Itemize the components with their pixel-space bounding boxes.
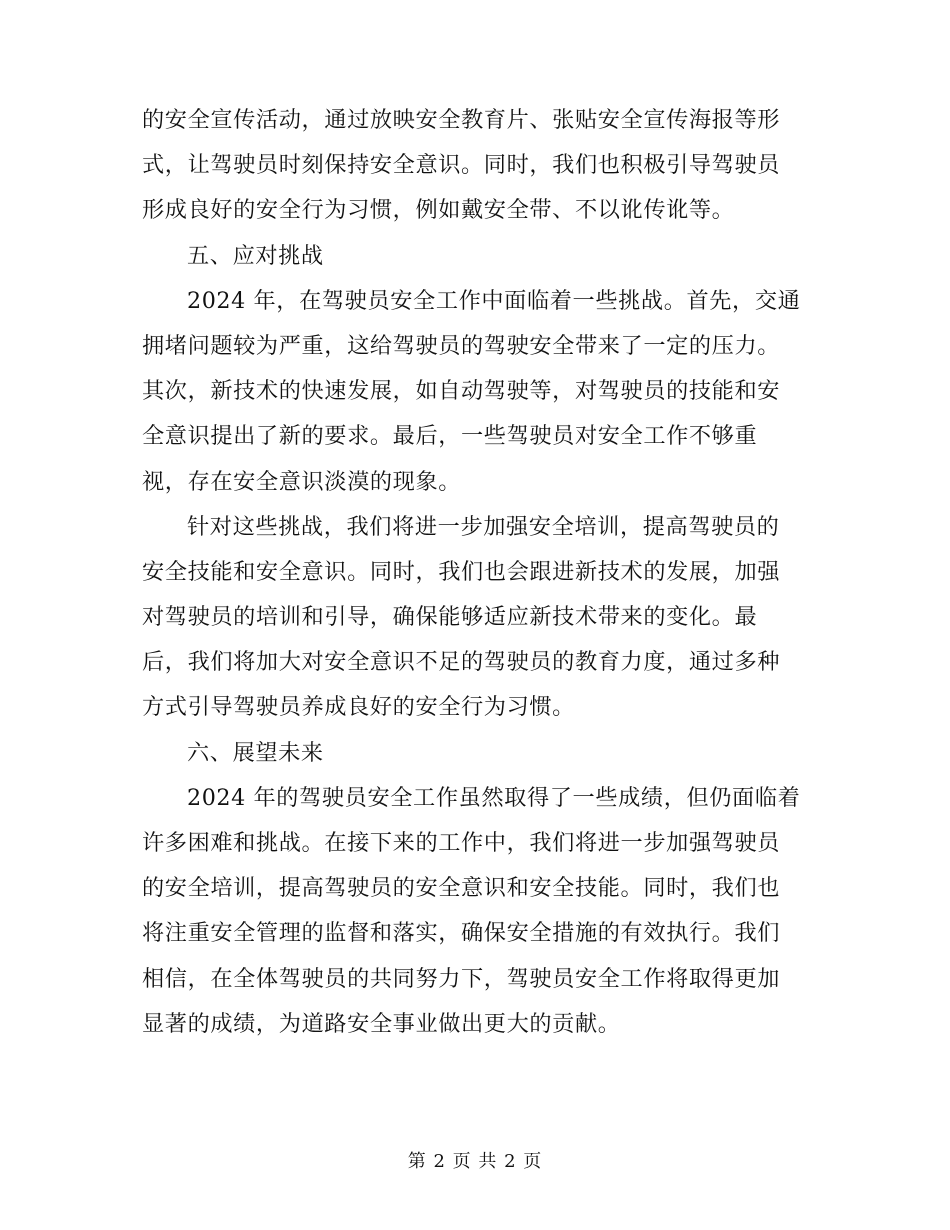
paragraph-line: 显著的成绩，为道路安全事业做出更大的贡献。 (142, 1010, 621, 1037)
paragraph-line: 2024 年的驾驶员安全工作虽然取得了一些成绩，但仍面临着 (187, 784, 801, 811)
paragraph-line: 形成良好的安全行为习惯，例如戴安全带、不以讹传讹等。 (142, 197, 735, 224)
page-number-footer: 第 2 页 共 2 页 (407, 1151, 543, 1172)
section-heading-outlook: 六、展望未来 (187, 739, 324, 766)
paragraph-line: 的安全宣传活动，通过放映安全教育片、张贴安全宣传海报等形 (142, 107, 781, 133)
section-heading-challenges: 五、应对挑战 (187, 242, 324, 269)
paragraph-line: 其次，新技术的快速发展，如自动驾驶等，对驾驶员的技能和安 (142, 378, 781, 405)
paragraph-line: 许多困难和挑战。在接下来的工作中，我们将进一步加强驾驶员 (142, 830, 781, 856)
paragraph-line: 对驾驶员的培训和引导，确保能够适应新技术带来的变化。最 (142, 604, 758, 631)
paragraph-line: 将注重安全管理的监督和落实，确保安全措施的有效执行。我们 (142, 920, 781, 947)
paragraph-line: 相信，在全体驾驶员的共同努力下，驾驶员安全工作将取得更加 (142, 965, 781, 992)
paragraph-line: 的安全培训，提高驾驶员的安全意识和安全技能。同时，我们也 (142, 875, 781, 902)
document-body (142, 102, 807, 1051)
paragraph-line: 后，我们将加大对安全意识不足的驾驶员的教育力度，通过多种 (142, 649, 781, 676)
paragraph-line: 针对这些挑战，我们将进一步加强安全培训，提高驾驶员的 (187, 513, 780, 540)
paragraph-line: 安全技能和安全意识。同时，我们也会跟进新技术的发展，加强 (142, 558, 781, 585)
paragraph-line: 视，存在安全意识淡漠的现象。 (142, 468, 462, 495)
paragraph-line: 方式引导驾驶员养成良好的安全行为习惯。 (142, 694, 575, 721)
paragraph-line: 全意识提出了新的要求。最后，一些驾驶员对安全工作不够重 (142, 423, 758, 450)
paragraph-line: 式，让驾驶员时刻保持安全意识。同时，我们也积极引导驾驶员 (142, 152, 781, 179)
paragraph-line: 2024 年，在驾驶员安全工作中面临着一些挑战。首先，交通 (187, 287, 801, 314)
paragraph-line: 拥堵问题较为严重，这给驾驶员的驾驶安全带来了一定的压力。 (142, 332, 781, 359)
